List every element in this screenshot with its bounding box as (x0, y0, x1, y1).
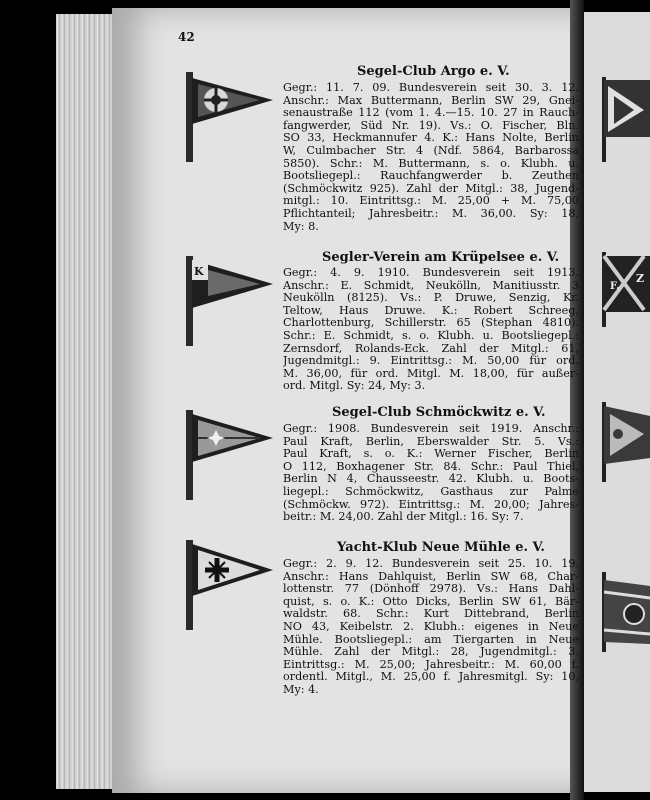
entry-line: Mühle. Bootsliegepl.: am Tiergarten in Neue (283, 632, 579, 646)
entry-line: Gegr.: 2. 9. 12. Bundesverein seit 25. 10. 19. (283, 558, 579, 570)
entry-line: (Schmöckwitz 925). Zahl der Mitgl.: 38, Jugend- (283, 181, 579, 195)
entry-line: lottenstr. 77 (Dönhoff 2978). Vs.: Hans Dahl- (283, 582, 579, 596)
entry-line: Teltow, Haus Druwe. K.: Robert Schreeg, (283, 303, 579, 317)
entry-line: O 112, Boxhagener Str. 84. Schr.: Paul Thiel, (283, 459, 579, 473)
facing-flag-letter-f: F. (610, 281, 620, 292)
pennant-krupelsee (178, 256, 278, 346)
club-entry-krupelsee (283, 267, 579, 393)
facing-page-flags (584, 12, 650, 792)
entry-line: Mühle. Zahl der Mitgl.: 28, Jugendmitgl.: 3. (283, 645, 579, 659)
entry-line: beitr.: M. 24,00. Zahl der Mitgl.: 16. Sy: 7. (283, 510, 524, 524)
entry-line: Pflichtanteil; Jahresbeitr.: M. 36,00. Sy: 18, (283, 206, 579, 220)
entry-line: senaustraße 112 (vom 1. 4.—15. 10. 27 in Rauch- (283, 106, 579, 120)
entry-line: Charlottenburg, Schillerstr. 65 (Stephan 4810). (283, 316, 579, 330)
facing-page (584, 12, 650, 792)
entry-line: Anschr.: Max Buttermann, Berlin SW 29, Gnei- (283, 93, 579, 107)
entry-line: Zernsdorf, Rolands-Eck. Zahl der Mitgl.: 61, (283, 341, 579, 355)
entry-line: Schr.: E. Schmidt, s. o. Klubh. u. Bootsliegepl.: (283, 328, 579, 342)
entry-line: Neukölln (8125). Vs.: P. Druwe, Senzig, Kr. (283, 291, 579, 305)
facing-flag-letter-z: Z (636, 272, 645, 285)
entry-line: fangwerder, Süd Nr. 19). Vs.: O. Fischer, Bln. (283, 118, 579, 132)
entry-line: (Schmöckw. 972). Eintrittsg.: M. 20,00; Jahres- (283, 497, 579, 511)
entry-line: Paul Kraft, Berlin, Eberswalder Str. 5. Vs.: (283, 434, 579, 448)
entry-line: ordentl. Mitgl., M. 25,00 f. Jahresmitgl. Sy: 10, (283, 670, 579, 684)
entry-line: Anschr.: E. Schmidt, Neukölln, Manitiusstr. 3 (283, 278, 579, 292)
pennant-neue-muhle (178, 540, 278, 630)
entry-line: NO 43, Keibelstr. 2. Klubh.: eigenes in Neue (283, 619, 579, 633)
entry-line: Jugendmitgl.: 9. Eintrittsg.: M. 50,00 für ord. (283, 354, 579, 368)
club-entry-schmockwitz (283, 423, 579, 524)
entry-line: 5850). Schr.: M. Buttermann, s. o. Klubh. u. (283, 156, 579, 170)
club-entry-argo (283, 82, 579, 233)
entry-line: Anschr.: Hans Dahlquist, Berlin SW 68, Char- (283, 569, 579, 583)
club-title-krupelsee: Segler-Verein am Krüpelsee e. V. (322, 250, 560, 265)
entry-line: Gegr.: 11. 7. 09. Bundesverein seit 30. 3. 12. (283, 82, 579, 94)
entry-line: waldstr. 68. Schr.: Kurt Dittebrand, Berlin (283, 607, 579, 621)
entry-line: liegepl.: Schmöckwitz, Gasthaus zur Palme (283, 484, 579, 498)
entry-line: Eintrittsg.: M. 25,00; Jahresbeitr.: M. 60,00 f. (283, 657, 579, 671)
pennant-schmockwitz (178, 410, 278, 500)
entry-line: Berlin N 4, Chausseestr. 42. Klubh. u. Boots- (283, 472, 579, 486)
pennant-segel-club-argo (178, 72, 278, 162)
entry-line: quist, s. o. K.: Otto Dicks, Berlin SW 61, Bär- (283, 594, 579, 608)
entry-line: Bootsliegepl.: Rauchfangwerder b. Zeuthen (283, 169, 579, 183)
entry-line: Gegr.: 1908. Bundesverein seit 1919. Anschr.: (283, 423, 579, 435)
club-entry-neue-muhle (283, 558, 579, 697)
entry-line: Paul Kraft, s. o. K.: Werner Fischer, Berlin (283, 447, 579, 461)
entry-line: M. 36,00, für ord. Mitgl. M. 18,00, für außer- (283, 366, 579, 380)
entry-line: SO 33, Heckmannufer 4. K.: Hans Nolte, Berlin (283, 131, 579, 145)
entry-line: mitgl.: 10. Eintrittsg.: M. 25,00 + M. 75,00 (283, 194, 579, 208)
entry-line: Gegr.: 4. 9. 1910. Bundesverein seit 1913. (283, 267, 579, 279)
page-number: 42 (178, 30, 195, 44)
entry-line: My: 8. (283, 219, 319, 233)
entry-line: W, Culmbacher Str. 4 (Ndf. 5864, Barbarossa (283, 143, 579, 157)
entry-line: ord. Mitgl. Sy: 24, My: 3. (283, 379, 426, 393)
pennant-letter: K (194, 265, 204, 278)
club-title-argo: Segel-Club Argo e. V. (357, 64, 510, 79)
club-title-neue-muhle: Yacht-Klub Neue Mühle e. V. (337, 540, 545, 555)
entry-line: My: 4. (283, 682, 319, 696)
club-title-schmockwitz: Segel-Club Schmöckwitz e. V. (332, 405, 546, 420)
